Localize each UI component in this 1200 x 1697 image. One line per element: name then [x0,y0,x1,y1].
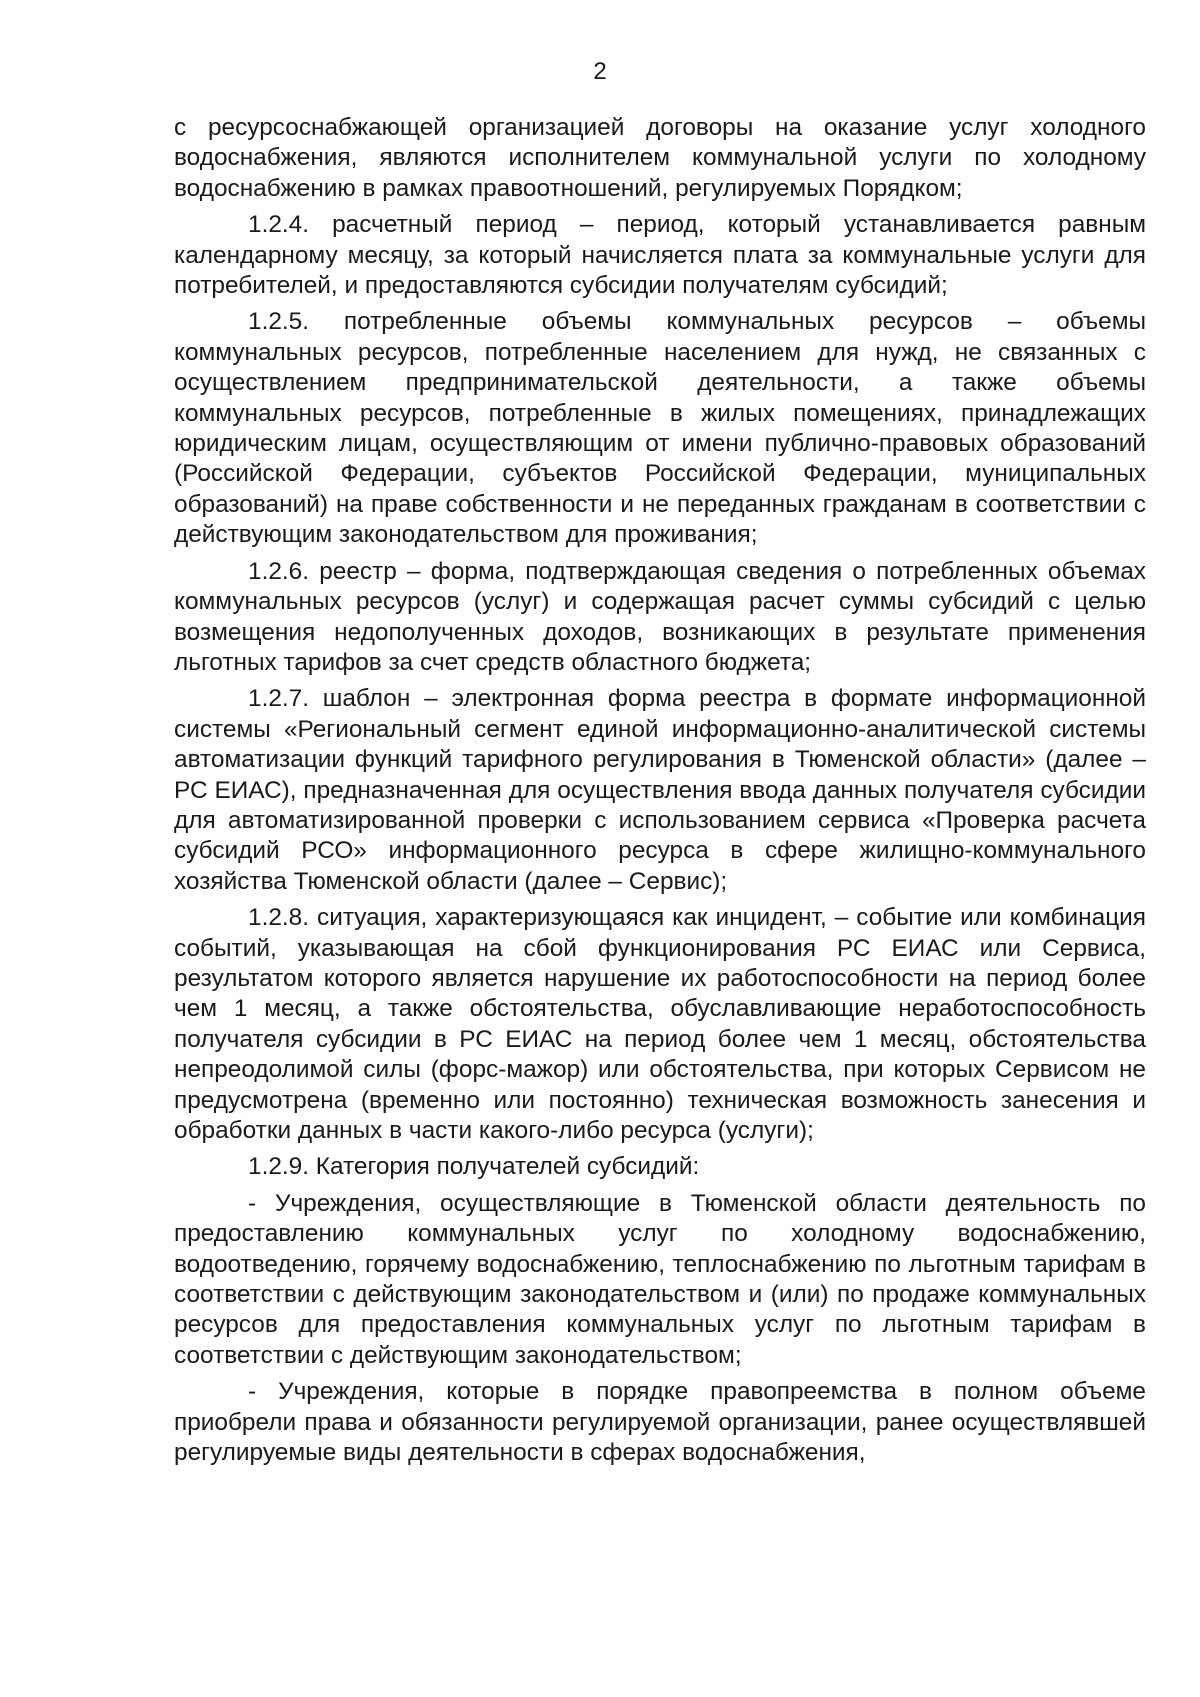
paragraph-continuation: с ресурсоснабжающей организацией договоры на оказание услуг холодного водоснабжения, являются исполнителем коммунальной услуги по холодному водоснабжению в рамках правоотношений, регулируемых Порядком; [174,114,1146,202]
document-body [174,113,1146,1474]
paragraph-1-2-9: 1.2.9. Категория получателей субсидий: [248,1153,700,1181]
list-item-recipients-2: - Учреждения, которые в порядке правопреемства в полном объеме приобрели права и обязанности регулируемой организации, ранее осуществлявшей регулируемые виды деятельности в сферах водоснабжения, [174,1378,1146,1467]
paragraph-1-2-8: 1.2.8. ситуация, характеризующаяся как инцидент, – событие или комбинация событий, указывающая на сбой функционирования РС ЕИАС или Сервиса, результатом которого является нарушение их работоспособности на период более чем 1 месяц, а также обстоятельства, обуславливающие неработоспособность получателя субсидии в РС ЕИАС на период более чем 1 месяц, обстоятельства непреодолимой силы (форс-мажор) или обстоятельства, при которых Сервисом не предусмотрена (временно или постоянно) техническая возможность занесения и обработки данных в части какого-либо ресурса (услуги); [174,904,1146,1144]
paragraph-1-2-7: 1.2.7. шаблон – электронная форма реестра в формате информационной системы «Региональный сегмент единой информационно-аналитической системы автоматизации функций тарифного регулирования в Тюменской области» (далее – РС ЕИАС), предназначенная для осуществления ввода данных получателя субсидии для автоматизированной проверки с использованием сервиса «Проверка расчета субсидий РСО» информационного ресурса в сфере жилищно-коммунального хозяйства Тюменской области (далее – Сервис); [174,685,1146,895]
paragraph-1-2-4: 1.2.4. расчетный период – период, который устанавливается равным календарному месяцу, за который начисляется плата за коммунальные услуги для потребителей, и предоставляются субсидии получателям субсидий; [174,211,1146,300]
page-number: 2 [593,58,607,85]
paragraph-1-2-5: 1.2.5. потребленные объемы коммунальных ресурсов – объемы коммунальных ресурсов, потребленные населением для нужд, не связанных с осуществлением предпринимательской деятельности, а также объемы коммунальных ресурсов, потребленные в жилых помещениях, принадлежащих юридическим лицам, осуществляющим от имени публично-правовых образований (Российской Федерации, субъектов Российской Федерации, муниципальных образований) на праве собственности и не переданных гражданам в соответствии с действующим законодательством для проживания; [174,308,1146,549]
list-item-recipients-1: - Учреждения, осуществляющие в Тюменской области деятельность по предоставлению коммунальных услуг по холодному водоснабжению, водоотведению, горячему водоснабжению, теплоснабжению по льготным тарифам в соответствии с действующим законодательством и (или) по продаже коммунальных ресурсов для предоставления коммунальных услуг по льготным тарифам в соответствии с действующим законодательством; [174,1189,1146,1369]
paragraph-1-2-6: 1.2.6. реестр – форма, подтверждающая сведения о потребленных объемах коммунальных ресурсов (услуг) и содержащая расчет суммы субсидий с целью возмещения недополученных доходов, возникающих в результате применения льготных тарифов за счет средств областного бюджета; [174,557,1146,676]
